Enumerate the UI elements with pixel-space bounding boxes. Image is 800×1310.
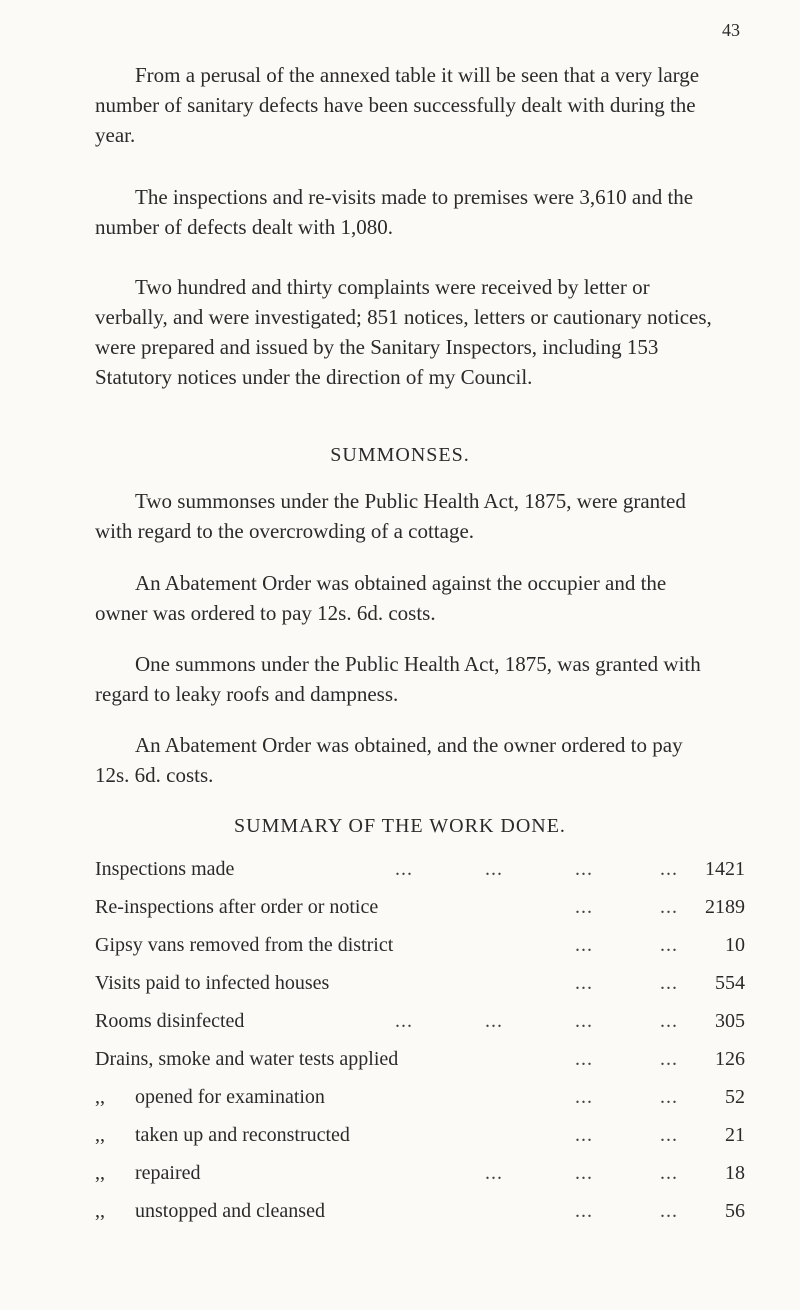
summary-row-label: Re-inspections after order or notice: [95, 896, 379, 918]
summonses-paragraph-1: Two summonses under the Public Health Act, 1875, were granted with regard to the overcrowding of a cottage.: [95, 489, 686, 543]
summary-row: ,, repaired ... ... ... 18: [95, 1154, 745, 1192]
summary-row: Rooms disinfected ... ... ... ... 305: [95, 1002, 745, 1040]
summonses-paragraph-4: An Abatement Order was obtained, and the owner ordered to pay 12s. 6d. costs.: [95, 733, 683, 787]
summonses-paragraph-3: One summons under the Public Health Act, 1875, was granted with regard to leaky roofs and dampness.: [95, 652, 701, 706]
summary-row-value: 56: [725, 1200, 745, 1222]
summary-row-value: 18: [725, 1162, 745, 1184]
summary-row: ,, opened for examination ... ... 52: [95, 1078, 745, 1116]
summary-row: Re-inspections after order or notice ... ... 2189: [95, 888, 745, 926]
intro-paragraph-3: Two hundred and thirty complaints were received by letter or verbally, and were investigated; 851 notices, letters or cautionary notices, were prepared and issued by the Sanitary Inspectors, including 153 Statutory notices under the direction of my Council.: [95, 275, 712, 389]
summary-row-value: 126: [715, 1048, 745, 1070]
ditto-mark: ,,: [95, 1162, 105, 1184]
summary-row-label: Inspections made: [95, 858, 235, 880]
summary-row-label: Drains, smoke and water tests applied: [95, 1048, 399, 1070]
ditto-mark: ,,: [95, 1200, 105, 1222]
ditto-mark: ,,: [95, 1124, 105, 1146]
summary-row-label: Gipsy vans removed from the district: [95, 934, 394, 956]
summary-row-label: repaired: [135, 1162, 201, 1184]
summary-row-value: 52: [725, 1086, 745, 1108]
summonses-heading: SUMMONSES.: [330, 444, 470, 466]
summary-row-label: opened for examination: [135, 1086, 325, 1108]
summary-row-label: taken up and reconstructed: [135, 1124, 350, 1146]
summary-row: Drains, smoke and water tests applied ... ... 126: [95, 1040, 745, 1078]
page-number: 43: [722, 20, 740, 40]
ditto-mark: ,,: [95, 1086, 105, 1108]
summary-row-value: 305: [715, 1010, 745, 1032]
summary-row: ,, unstopped and cleansed ... ... 56: [95, 1192, 745, 1230]
summary-row: ,, taken up and reconstructed ... ... 21: [95, 1116, 745, 1154]
summary-row-value: 554: [715, 972, 745, 994]
summary-row-label: unstopped and cleansed: [135, 1200, 325, 1222]
intro-paragraph-1: From a perusal of the annexed table it will be seen that a very large number of sanitary defects have been successfully dealt with during the year.: [95, 63, 700, 147]
intro-paragraph-2: The inspections and re-visits made to premises were 3,610 and the number of defects dealt with 1,080.: [95, 185, 694, 239]
summary-row-label: Rooms disinfected: [95, 1010, 245, 1032]
summary-row-value: 21: [725, 1124, 745, 1146]
summary-row-value: 2189: [705, 896, 745, 918]
summary-row-label: Visits paid to infected houses: [95, 972, 330, 994]
summary-row: Gipsy vans removed from the district ... ... 10: [95, 926, 745, 964]
summary-row-value: 1421: [705, 858, 745, 880]
summary-table: [95, 850, 745, 1230]
summary-row: Visits paid to infected houses ... ... 554: [95, 964, 745, 1002]
summary-row-value: 10: [725, 934, 745, 956]
summary-row: Inspections made ... ... ... ... 1421: [95, 850, 745, 888]
summonses-paragraph-2: An Abatement Order was obtained against the occupier and the owner was ordered to pay 12s. 6d. costs.: [95, 571, 667, 625]
summary-heading: SUMMARY OF THE WORK DONE.: [234, 815, 566, 837]
